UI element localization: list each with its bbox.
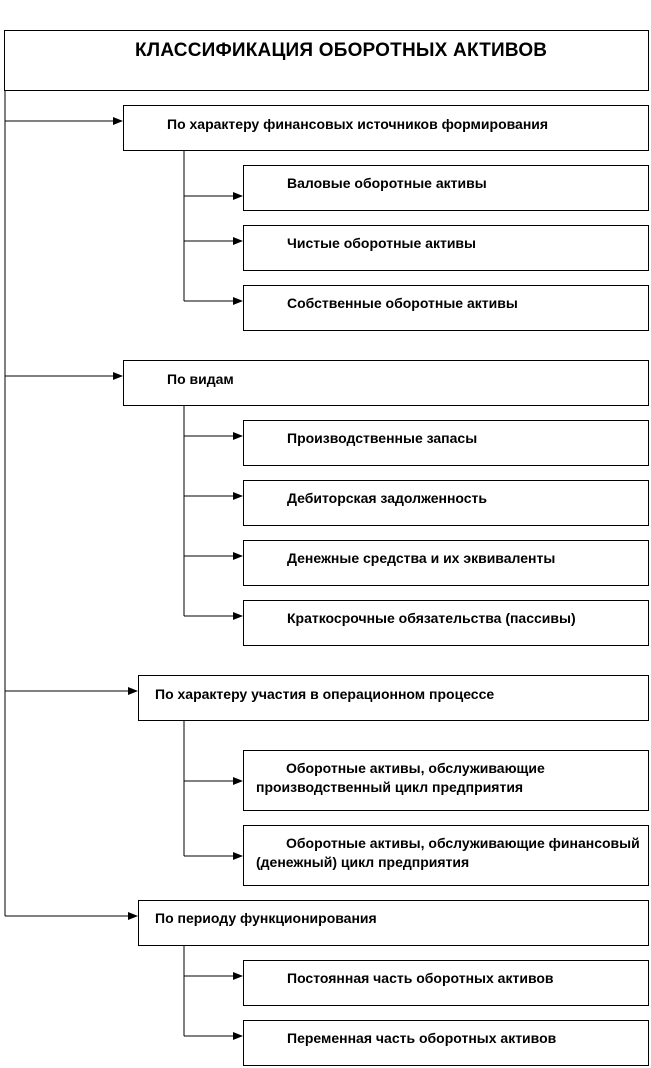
item-label: Оборотные активы, обслуживающие производственный цикл предприятия bbox=[256, 760, 545, 795]
group-box-financing-sources bbox=[123, 105, 649, 151]
item-label: Краткосрочные обязательства (пассивы) bbox=[287, 610, 576, 626]
item-box bbox=[243, 165, 649, 211]
item-box bbox=[243, 600, 649, 646]
group-label: По характеру финансовых источников формирования bbox=[167, 116, 549, 132]
item-box bbox=[243, 420, 649, 466]
group-box-functioning-period bbox=[138, 900, 649, 946]
item-label: Собственные оборотные активы bbox=[287, 295, 518, 311]
item-box bbox=[243, 225, 649, 271]
group-box-by-type bbox=[123, 360, 649, 406]
group-label: По периоду функционирования bbox=[155, 910, 377, 926]
item-box bbox=[243, 750, 649, 811]
item-label: Чистые оборотные активы bbox=[287, 235, 476, 251]
item-label: Денежные средства и их эквиваленты bbox=[287, 550, 556, 566]
group-label: По видам bbox=[167, 371, 234, 387]
item-box bbox=[243, 960, 649, 1006]
item-box bbox=[243, 480, 649, 526]
item-box bbox=[243, 1020, 649, 1066]
item-box bbox=[243, 540, 649, 586]
item-label: Постоянная часть оборотных активов bbox=[287, 970, 554, 986]
item-label: Оборотные активы, обслуживающие финансовый (денежный) цикл предприятия bbox=[256, 835, 640, 870]
item-box bbox=[243, 825, 649, 886]
item-box bbox=[243, 285, 649, 331]
diagram-title: КЛАССИФИКАЦИЯ ОБОРОТНЫХ АКТИВОВ bbox=[135, 40, 548, 61]
diagram-title-box bbox=[4, 30, 649, 91]
group-box-operational-process bbox=[138, 675, 649, 721]
item-label: Дебиторская задолженность bbox=[287, 490, 488, 506]
item-label: Переменная часть оборотных активов bbox=[287, 1030, 557, 1046]
group-label: По характеру участия в операционном процессе bbox=[155, 686, 495, 702]
item-label: Производственные запасы bbox=[287, 430, 478, 446]
item-label: Валовые оборотные активы bbox=[287, 175, 487, 191]
